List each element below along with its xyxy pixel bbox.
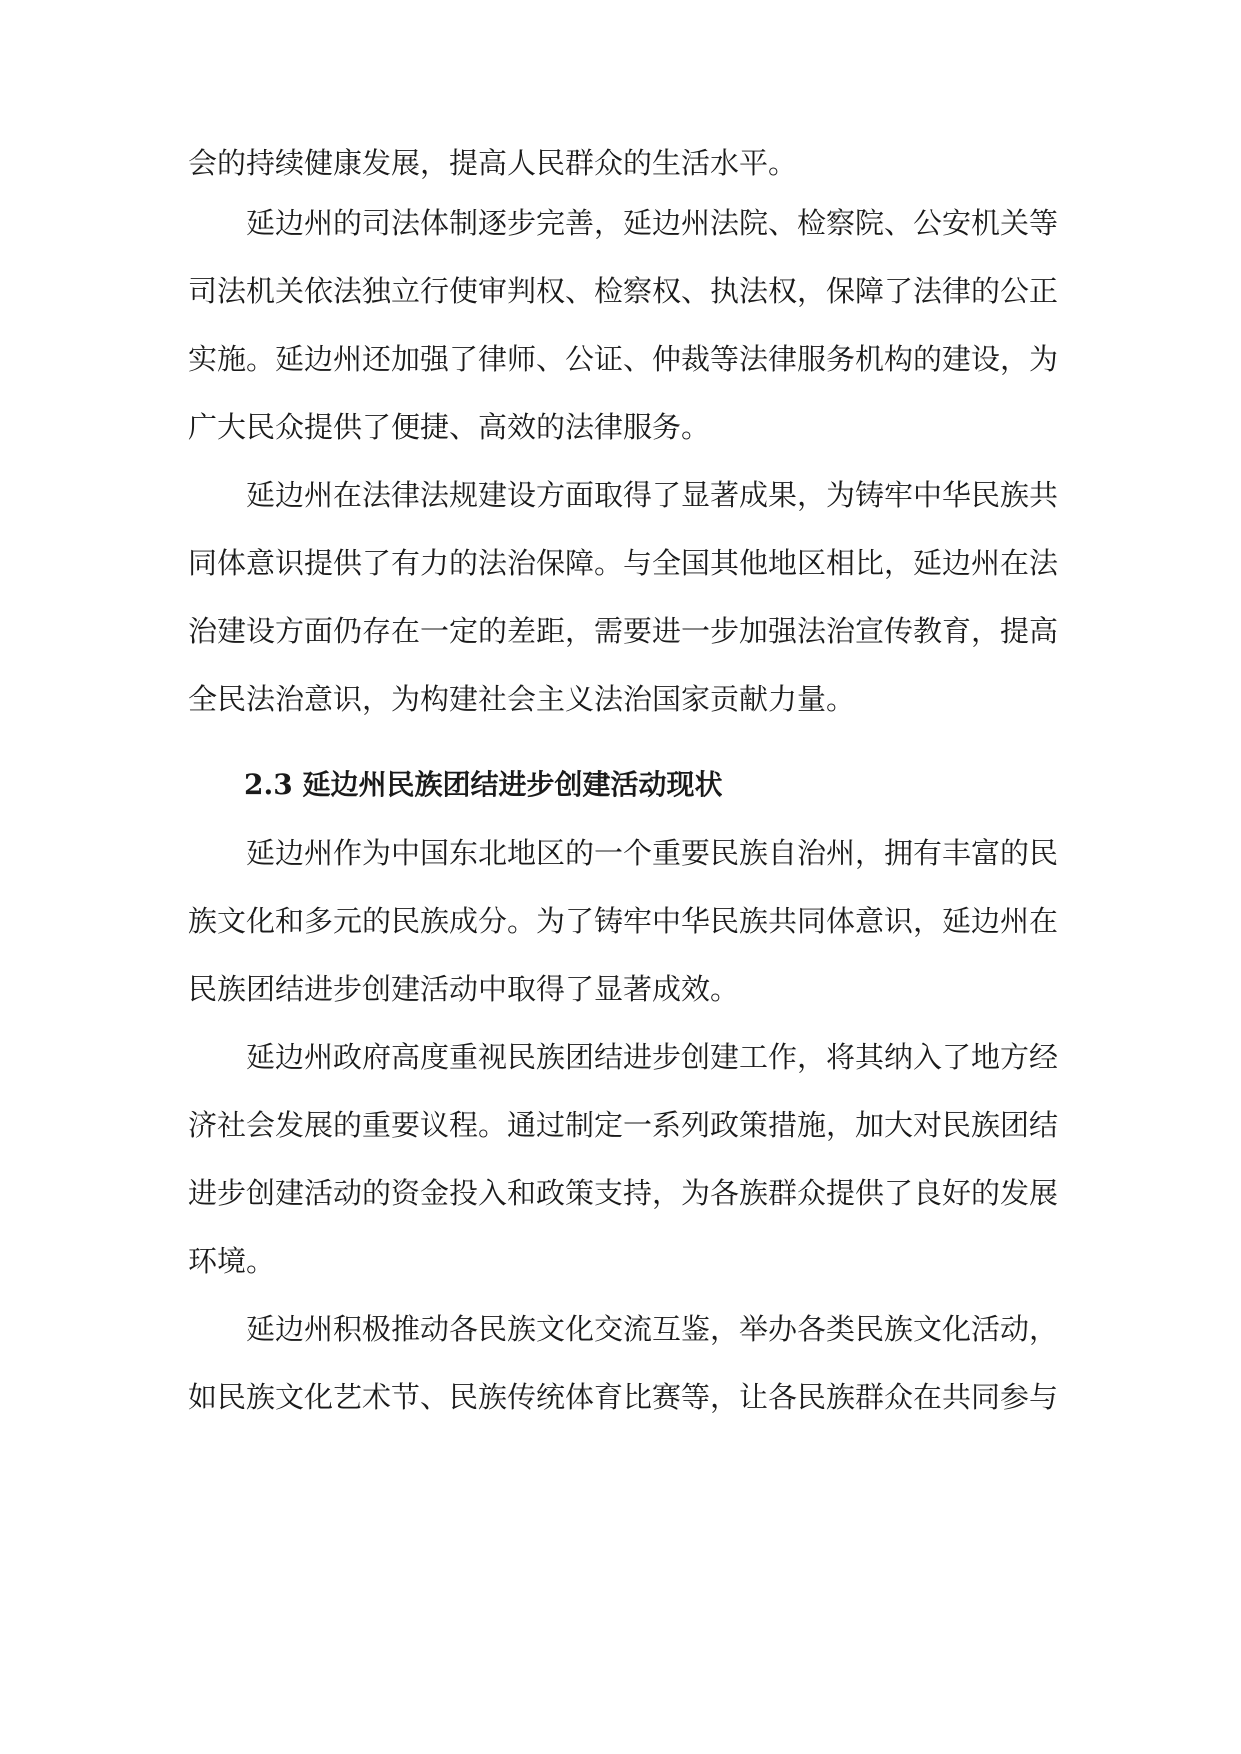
- text-line: 延边州的司法体制逐步完善，延边州法院、检察院、公安机关等: [246, 206, 1059, 240]
- text-line: 延边州政府高度重视民族团结进步创建工作，将其纳入了地方经: [246, 1040, 1059, 1074]
- text-line: 同体意识提供了有力的法治保障。与全国其他地区相比，延边州在法: [188, 546, 1059, 580]
- text-line: 延边州在法律法规建设方面取得了显著成果，为铸牢中华民族共: [246, 478, 1059, 512]
- text-line: 司法机关依法独立行使审判权、检察权、执法权，保障了法律的公正: [188, 274, 1059, 308]
- section-heading: 2.3 延边州民族团结进步创建活动现状: [244, 768, 723, 801]
- text-line: 延边州积极推动各民族文化交流互鉴，举办各类民族文化活动，: [246, 1312, 1059, 1346]
- text-line: 实施。延边州还加强了律师、公证、仲裁等法律服务机构的建设，为: [188, 342, 1059, 376]
- text-line: 会的持续健康发展，提高人民群众的生活水平。: [188, 146, 798, 180]
- text-line: 进步创建活动的资金投入和政策支持，为各族群众提供了良好的发展: [188, 1176, 1059, 1210]
- text-line: 广大民众提供了便捷、高效的法律服务。: [188, 410, 711, 444]
- text-line: 济社会发展的重要议程。通过制定一系列政策措施，加大对民族团结: [188, 1108, 1059, 1142]
- text-line: 民族团结进步创建活动中取得了显著成效。: [188, 972, 740, 1006]
- text-line: 延边州作为中国东北地区的一个重要民族自治州，拥有丰富的民: [246, 836, 1059, 870]
- text-line: 治建设方面仍存在一定的差距，需要进一步加强法治宣传教育，提高: [188, 614, 1059, 648]
- text-line: 全民法治意识，为构建社会主义法治国家贡献力量。: [188, 682, 856, 716]
- text-line: 如民族文化艺术节、民族传统体育比赛等，让各民族群众在共同参与: [188, 1380, 1059, 1414]
- text-line: 族文化和多元的民族成分。为了铸牢中华民族共同体意识，延边州在: [188, 904, 1059, 938]
- text-line: 环境。: [188, 1244, 276, 1278]
